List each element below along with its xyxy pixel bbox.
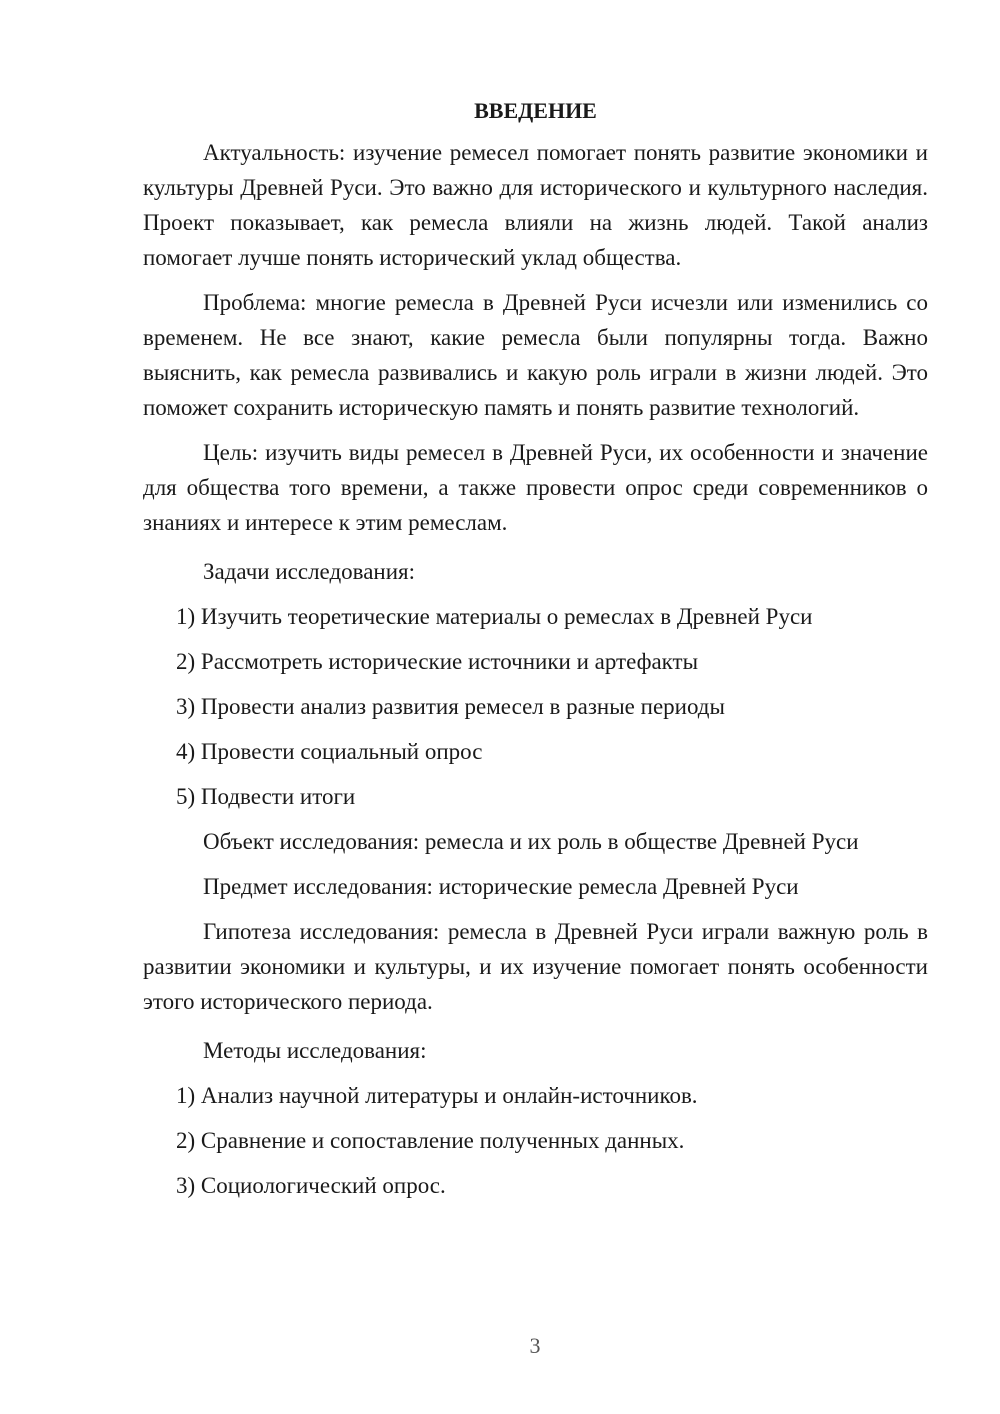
methods-title: Методы исследования: (203, 1038, 427, 1063)
problem-paragraph: Проблема: многие ремесла в Древней Руси исчезли или изменились со временем. Не все знают, какие ремесла были популярны тогда. Важно выяснить, как ремесла развивались и какую роль играли в жизни людей. Это поможет сохранить историческую память и понять развитие технологий. (143, 290, 928, 420)
tasks-title: Задачи исследования: (203, 559, 416, 584)
document-page (143, 96, 928, 1213)
object-paragraph: Объект исследования: ремесла и их роль в обществе Древней Руси (203, 829, 859, 854)
list-item: 1) Изучить теоретические материалы о ремеслах в Древней Руси (176, 604, 813, 629)
subject-paragraph: Предмет исследования: исторические ремесла Древней Руси (203, 874, 799, 899)
goal-paragraph: Цель: изучить виды ремесел в Древней Руси, их особенности и значение для общества того времени, а также провести опрос среди современников о знаниях и интересе к этим ремеслам. (143, 440, 928, 535)
list-item: 5) Подвести итоги (176, 784, 356, 809)
page-number: 3 (529, 1333, 541, 1358)
list-item: 2) Рассмотреть исторические источники и артефакты (176, 649, 699, 674)
hypothesis-paragraph: Гипотеза исследования: ремесла в Древней Руси играли важную роль в развитии экономики и культуры, и их изучение помогает понять особенности этого исторического периода. (143, 919, 928, 1014)
list-item: 2) Сравнение и сопоставление полученных данных. (176, 1128, 685, 1153)
list-item: 3) Социологический опрос. (176, 1173, 446, 1198)
list-item: 1) Анализ научной литературы и онлайн-источников. (176, 1083, 698, 1108)
actuality-paragraph: Актуальность: изучение ремесел помогает понять развитие экономики и культуры Древней Руси. Это важно для исторического и культурного наследия. Проект показывает, как ремесла влияли на жизнь людей. Такой анализ помогает лучше понять исторический уклад общества. (143, 140, 928, 270)
page-title: ВВЕДЕНИЕ (474, 98, 597, 123)
list-item: 4) Провести социальный опрос (176, 739, 483, 764)
list-item: 3) Провести анализ развития ремесел в разные периоды (176, 694, 725, 719)
tasks-list (143, 599, 928, 814)
methods-list (143, 1078, 928, 1203)
